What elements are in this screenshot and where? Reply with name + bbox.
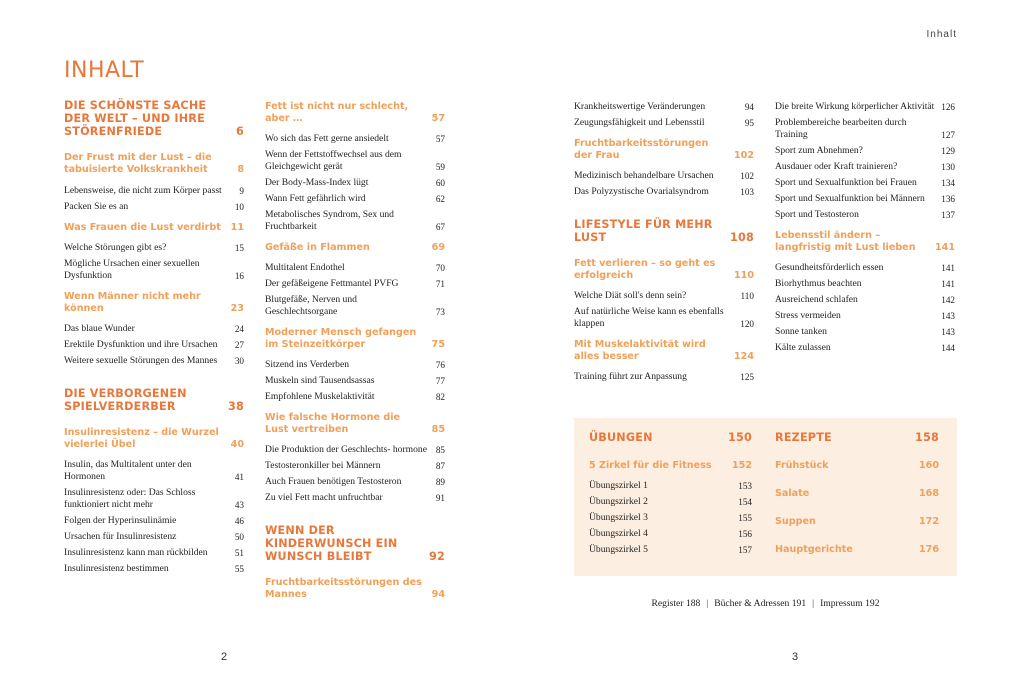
toc-page-number: 150 — [728, 431, 752, 444]
toc-item[interactable] — [64, 201, 244, 213]
toc-page-number: 134 — [941, 178, 955, 188]
toc-subsection-title: Mit Muskelaktivität wird alles besser — [574, 339, 706, 362]
toc-page-number: 46 — [234, 516, 244, 526]
toc-item-title: Welche Diät soll's denn sein? — [574, 290, 687, 301]
toc-page-number: 120 — [740, 319, 754, 329]
toc-section[interactable] — [775, 431, 939, 444]
toc-item-title: Krankheitswertige Veränderungen — [574, 101, 706, 112]
toc-page-number: 73 — [435, 307, 445, 317]
toc-page-number: 188 — [685, 598, 701, 609]
toc-column-4 — [775, 101, 955, 354]
toc-item-title: Medizinisch behandelbare Ursachen — [574, 170, 714, 181]
footer-link-imprint[interactable] — [820, 598, 879, 609]
toc-subsection-title: Salate — [775, 488, 810, 499]
toc-subsection[interactable] — [64, 427, 244, 451]
toc-page-number: 71 — [435, 279, 445, 289]
toc-page-number: 62 — [435, 194, 445, 204]
page-number-left: 2 — [221, 651, 228, 663]
toc-item-title: Testosteronkiller bei Männern — [265, 460, 381, 471]
toc-item[interactable] — [265, 476, 445, 488]
footer-link-label: Impressum — [820, 598, 863, 609]
toc-item[interactable] — [589, 496, 752, 508]
toc-item-title: Sport zum Abnehmen? — [775, 145, 863, 156]
toc-page-number: 125 — [740, 372, 754, 382]
toc-subsection-title: Der Frust mit der Lust – die tabuisierte Volkskrankheit — [64, 152, 212, 175]
toc-item-title: Zu viel Fett macht unfruchtbar — [265, 492, 383, 503]
toc-item-title: Wo sich das Fett gerne ansiedelt — [265, 133, 389, 144]
toc-page-number: 41 — [234, 472, 244, 482]
toc-page-number: 192 — [865, 598, 880, 609]
toc-subsection-title: Fett verlieren – so geht es erfolgreich — [574, 258, 716, 281]
toc-item[interactable] — [775, 278, 955, 290]
toc-subsection-title: Fruchtbarkeitsstörungen der Frau — [574, 138, 709, 161]
toc-item-title: Erektile Dysfunktion und ihre Ursachen — [64, 339, 218, 350]
toc-item-title: Sitzend ins Verderben — [265, 359, 350, 370]
toc-item[interactable] — [265, 492, 445, 504]
toc-subsection-title: 5 Zirkel für die Fitness — [589, 460, 712, 471]
footer-link-label: Bücher & Adressen — [714, 598, 790, 609]
toc-page-number: 168 — [918, 488, 939, 499]
toc-page-number: 110 — [733, 270, 754, 281]
toc-page-number: 40 — [230, 439, 244, 450]
toc-section[interactable] — [64, 99, 244, 138]
toc-item[interactable] — [64, 258, 244, 282]
toc-subsection-title: Wenn Männer nicht mehr können — [64, 291, 201, 314]
toc-item-title: Insulinresistenz oder: Das Schloss funktioniert nicht mehr — [64, 487, 196, 510]
toc-item[interactable] — [64, 531, 244, 543]
toc-subsection-title: Gefäße in Flammen — [265, 242, 370, 253]
toc-subsection[interactable] — [574, 258, 754, 282]
toc-item[interactable] — [265, 149, 445, 173]
toc-subsection-title: Frühstück — [775, 460, 829, 471]
toc-item-title: Blutgefäße, Nerven und Geschlechtsorgane — [265, 294, 357, 317]
toc-item[interactable] — [64, 339, 244, 351]
toc-page-number: 92 — [429, 550, 445, 563]
toc-page-number: 141 — [934, 242, 955, 253]
footer-link-books[interactable] — [714, 598, 806, 609]
toc-item-title: Empfohlene Muskelaktivität — [265, 391, 375, 402]
page-number-right: 3 — [792, 651, 799, 663]
toc-page-number: 23 — [230, 303, 244, 314]
toc-item[interactable] — [64, 515, 244, 527]
toc-page-number: 157 — [738, 545, 752, 555]
toc-item[interactable] — [589, 528, 752, 540]
toc-page-number: 57 — [431, 113, 445, 124]
exercises-column — [589, 431, 752, 556]
recipes-column — [775, 431, 939, 556]
toc-page-number: 141 — [941, 279, 955, 289]
toc-page-number: 15 — [234, 243, 244, 253]
toc-item[interactable] — [775, 209, 955, 221]
toc-page-number: 30 — [234, 356, 244, 366]
toc-item[interactable] — [64, 355, 244, 367]
toc-page-number: 172 — [918, 516, 939, 527]
toc-column-1 — [64, 99, 244, 575]
page-title: INHALT — [64, 58, 145, 83]
toc-subsection[interactable] — [64, 222, 244, 234]
toc-page-number: 154 — [738, 497, 752, 507]
toc-page-number: 43 — [234, 500, 244, 510]
toc-subsection[interactable] — [265, 412, 445, 436]
toc-page-number: 155 — [738, 513, 752, 523]
toc-subsection-title: Wie falsche Hormone die Lust vertreiben — [265, 412, 401, 435]
toc-page-number: 51 — [234, 548, 244, 558]
toc-subsection-title: Suppen — [775, 516, 816, 527]
toc-page-number: 11 — [230, 222, 244, 233]
toc-item-title: Die Produktion der Geschlechts- hormone — [265, 444, 427, 455]
toc-page-number: 158 — [915, 431, 939, 444]
toc-page-number: 137 — [941, 210, 955, 220]
toc-item[interactable] — [574, 290, 754, 302]
toc-section[interactable] — [64, 387, 244, 413]
toc-page-number: 10 — [234, 202, 244, 212]
toc-subsection-title: Insulinresistenz – die Wurzel vielerlei Übel — [64, 427, 219, 450]
toc-item[interactable] — [64, 547, 244, 559]
toc-item-title: Sport und Testosteron — [775, 209, 859, 220]
toc-page-number: 55 — [234, 564, 244, 574]
toc-page-number: 191 — [791, 598, 807, 609]
toc-page-number: 136 — [941, 194, 955, 204]
toc-page-number: 156 — [738, 529, 752, 539]
toc-subsection[interactable] — [574, 138, 754, 162]
toc-section[interactable] — [589, 431, 752, 444]
toc-page-number: 127 — [941, 130, 955, 140]
toc-item[interactable] — [64, 487, 244, 511]
toc-item[interactable] — [265, 391, 445, 403]
toc-item-title: Multitalent Endothel — [265, 262, 345, 273]
toc-subsection[interactable] — [265, 577, 445, 601]
toc-item[interactable] — [775, 101, 955, 113]
toc-item-title: Mögliche Ursachen einer sexuellen Dysfunktion — [64, 258, 200, 281]
toc-item[interactable] — [64, 323, 244, 335]
toc-item[interactable] — [775, 145, 955, 157]
toc-page-number: 176 — [918, 544, 939, 555]
toc-item-title: Das blaue Wunder — [64, 323, 135, 334]
toc-item[interactable] — [775, 342, 955, 354]
toc-page-number: 87 — [435, 461, 445, 471]
toc-page-number: 142 — [941, 295, 955, 305]
toc-page-number: 24 — [234, 324, 244, 334]
toc-item-title: Gesundheitsförderlich essen — [775, 262, 884, 273]
toc-item[interactable] — [265, 278, 445, 290]
toc-subsection[interactable] — [775, 230, 955, 254]
toc-item[interactable] — [574, 371, 754, 383]
toc-page-number: 143 — [941, 327, 955, 337]
toc-item[interactable] — [265, 209, 445, 233]
toc-item[interactable] — [589, 480, 752, 492]
toc-page-number: 77 — [435, 376, 445, 386]
toc-page-number: 94 — [744, 102, 754, 112]
toc-page-number: 27 — [234, 340, 244, 350]
toc-item[interactable] — [574, 186, 754, 198]
toc-page-number: 8 — [237, 164, 244, 175]
toc-item-title: Training führt zur Anpassung — [574, 371, 687, 382]
appendix-box — [574, 418, 957, 576]
toc-page-number: 95 — [744, 118, 754, 128]
toc-page-number: 75 — [431, 339, 445, 350]
toc-page-number: 102 — [740, 171, 754, 181]
toc-page-number: 6 — [236, 125, 244, 138]
toc-item[interactable] — [64, 563, 244, 575]
toc-item[interactable] — [265, 177, 445, 189]
toc-item[interactable] — [265, 193, 445, 205]
toc-column-2 — [265, 101, 445, 601]
toc-page-number: 9 — [239, 186, 244, 196]
toc-subsection-title: Was Frauen die Lust verdirbt — [64, 222, 221, 233]
toc-page-number: 144 — [941, 343, 955, 353]
toc-item-title: Der gefäßeigene Fettmantel PVFG — [265, 278, 399, 289]
toc-item-title: Problembereiche bearbeiten durch Training — [775, 117, 907, 140]
toc-item-title: Metabolisches Syndrom, Sex und Fruchtbarkeit — [265, 209, 394, 232]
toc-item[interactable] — [589, 544, 752, 556]
toc-page-number: 89 — [435, 477, 445, 487]
toc-item-title: Sport und Sexualfunktion bei Frauen — [775, 177, 917, 188]
toc-item[interactable] — [265, 375, 445, 387]
toc-item[interactable] — [775, 161, 955, 173]
toc-column-3 — [574, 101, 754, 383]
toc-item-title: Insulinresistenz bestimmen — [64, 563, 169, 574]
toc-subsection[interactable] — [265, 101, 445, 125]
toc-item[interactable] — [574, 306, 754, 330]
appendix-links — [574, 598, 957, 609]
toc-item-title: Sonne tanken — [775, 326, 827, 337]
toc-section-title: DIE SCHÖNSTE SACHE DER WELT – UND IHRE STÖRENFRIEDE — [64, 99, 207, 138]
toc-subsection-title: Moderner Mensch gefangen im Steinzeitkörper — [265, 327, 417, 350]
toc-section-title: REZEPTE — [775, 431, 832, 444]
toc-item[interactable] — [775, 262, 955, 274]
toc-item-title: Stress vermeiden — [775, 310, 841, 321]
toc-page-number: 143 — [941, 311, 955, 321]
toc-item[interactable] — [64, 185, 244, 197]
toc-item-title: Die breite Wirkung körperlicher Aktivität — [775, 101, 935, 112]
toc-page-number: 110 — [740, 291, 754, 301]
toc-item-title: Biorhythmus beachten — [775, 278, 862, 289]
toc-item-title: Wenn der Fettstoffwechsel aus dem Gleichgewicht gerät — [265, 149, 402, 172]
toc-item-title: Ausreichend schlafen — [775, 294, 858, 305]
toc-item-title: Auf natürliche Weise kann es ebenfalls klappen — [574, 306, 724, 329]
footer-link-label: Register — [651, 598, 684, 609]
toc-subsection-title: Fett ist nicht nur schlecht, aber … — [265, 101, 409, 124]
toc-page-number: 153 — [738, 481, 752, 491]
toc-page-number: 85 — [431, 424, 445, 435]
toc-item-title: Der Body-Mass-Index lügt — [265, 177, 369, 188]
toc-item-title: Auch Frauen benötigen Testosteron — [265, 476, 402, 487]
toc-item-title: Kälte zulassen — [775, 342, 831, 353]
toc-item[interactable] — [574, 101, 754, 113]
toc-item[interactable] — [775, 177, 955, 189]
toc-item[interactable] — [775, 326, 955, 338]
toc-item-title: Weitere sexuelle Störungen des Mannes — [64, 355, 218, 366]
toc-page-number: 82 — [435, 392, 445, 402]
toc-item-title: Folgen der Hyperinsulinämie — [64, 515, 177, 526]
toc-page-number: 60 — [435, 178, 445, 188]
toc-item[interactable] — [64, 459, 244, 483]
toc-page-number: 103 — [740, 187, 754, 197]
toc-page-number: 102 — [733, 150, 754, 161]
toc-item-title: Übungszirkel 4 — [589, 528, 648, 539]
toc-item-title: Wann Fett gefährlich wird — [265, 193, 366, 204]
toc-subsection[interactable] — [265, 327, 445, 351]
toc-page-number: 141 — [941, 263, 955, 273]
toc-item-title: Übungszirkel 1 — [589, 480, 648, 491]
toc-item[interactable] — [265, 359, 445, 371]
toc-item-title: Insulinresistenz kann man rückbilden — [64, 547, 208, 558]
toc-page-number: 69 — [431, 242, 445, 253]
toc-item-title: Packen Sie es an — [64, 201, 129, 212]
toc-item-title: Übungszirkel 2 — [589, 496, 648, 507]
toc-item[interactable] — [574, 170, 754, 182]
toc-page-number: 70 — [435, 263, 445, 273]
toc-subsection[interactable] — [265, 242, 445, 254]
toc-subsection[interactable] — [589, 460, 752, 472]
toc-section-title: LIFESTYLE FÜR MEHR LUST — [574, 218, 713, 244]
toc-item-title: Ursachen für Insulinresistenz — [64, 531, 177, 542]
toc-page-number: 152 — [731, 460, 752, 471]
toc-subsection[interactable] — [775, 460, 939, 472]
toc-page-number: 124 — [733, 351, 754, 362]
toc-item[interactable] — [775, 310, 955, 322]
toc-page-number: 129 — [941, 146, 955, 156]
toc-page-number: 38 — [228, 400, 244, 413]
toc-subsection[interactable] — [775, 544, 939, 556]
toc-page-number: 94 — [431, 589, 445, 600]
toc-subsection-title: Lebensstil ändern – langfristig mit Lust lieben — [775, 230, 916, 253]
toc-subsection[interactable] — [574, 339, 754, 363]
toc-page-number: 67 — [435, 222, 445, 232]
toc-item[interactable] — [265, 133, 445, 145]
toc-page-number: 85 — [435, 445, 445, 455]
running-header: Inhalt — [926, 29, 957, 40]
toc-page-number: 126 — [941, 102, 955, 112]
toc-item-title: Insulin, das Multitalent unter den Hormonen — [64, 459, 192, 482]
toc-item[interactable] — [775, 193, 955, 205]
toc-item[interactable] — [775, 294, 955, 306]
toc-item[interactable] — [574, 117, 754, 129]
toc-item-title: Lebensweise, die nicht zum Körper passt — [64, 185, 222, 196]
separator: | — [812, 598, 815, 609]
toc-section-title: ÜBUNGEN — [589, 431, 653, 444]
toc-item[interactable] — [265, 262, 445, 274]
toc-subsection-title: Hauptgerichte — [775, 544, 853, 555]
toc-page-number: 50 — [234, 532, 244, 542]
toc-section-title: WENN DER KINDERWUNSCH EIN WUNSCH BLEIBT — [265, 524, 398, 563]
toc-item-title: Sport und Sexualfunktion bei Männern — [775, 193, 925, 204]
toc-subsection[interactable] — [64, 152, 244, 176]
separator: | — [706, 598, 709, 609]
toc-subsection[interactable] — [775, 516, 939, 528]
toc-item-title: Muskeln sind Tausendsassas — [265, 375, 375, 386]
toc-page-number: 59 — [435, 162, 445, 172]
toc-item-title: Welche Störungen gibt es? — [64, 242, 167, 253]
toc-item[interactable] — [265, 294, 445, 318]
toc-subsection-title: Fruchtbarkeitsstörungen des Mannes — [265, 577, 422, 600]
toc-item-title: Das Polyzystische Ovarialsyndrom — [574, 186, 709, 197]
toc-item-title: Zeugungsfähigkeit und Lebensstil — [574, 117, 705, 128]
toc-item[interactable] — [265, 460, 445, 472]
toc-section[interactable] — [574, 218, 754, 244]
toc-page-number: 130 — [941, 162, 955, 172]
toc-item-title: Übungszirkel 5 — [589, 544, 648, 555]
toc-item-title: Übungszirkel 3 — [589, 512, 648, 523]
toc-section[interactable] — [265, 524, 445, 563]
toc-subsection[interactable] — [64, 291, 244, 315]
toc-item[interactable] — [589, 512, 752, 524]
toc-page-number: 76 — [435, 360, 445, 370]
footer-link-register[interactable] — [652, 598, 701, 609]
toc-page-number: 16 — [234, 271, 244, 281]
toc-item[interactable] — [64, 242, 244, 254]
toc-page-number: 57 — [435, 134, 445, 144]
toc-item[interactable] — [775, 117, 955, 141]
toc-page-number: 160 — [918, 460, 939, 471]
toc-section-title: DIE VERBORGENEN SPIELVERDERBER — [64, 387, 187, 413]
toc-page-number: 91 — [435, 493, 445, 503]
toc-item[interactable] — [265, 444, 445, 456]
toc-page-number: 108 — [730, 231, 754, 244]
toc-item-title: Ausdauer oder Kraft trainieren? — [775, 161, 898, 172]
toc-subsection[interactable] — [775, 488, 939, 500]
